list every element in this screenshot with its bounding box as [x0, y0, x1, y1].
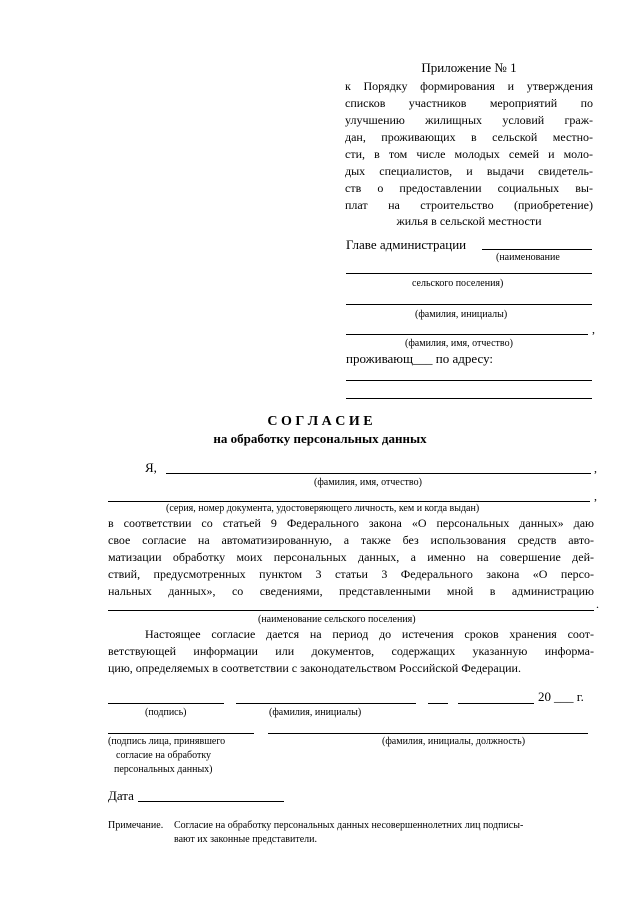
receiver-caption-line-1: (подпись лица, принявшего [108, 736, 226, 747]
administration-settlement-line[interactable] [108, 610, 594, 611]
address-line-1[interactable] [346, 380, 592, 381]
year-suffix[interactable]: ___ г. [554, 689, 584, 704]
appendix-line-1: к Порядку формирования и утверждения [345, 79, 593, 93]
identity-document-caption: (серия, номер документа, удостоверяющего личность, кем и когда выдан) [166, 503, 480, 514]
settlement-caption: сельского поселения) [412, 278, 504, 289]
subject-fio-caption: (фамилия, имя, отчество) [314, 477, 422, 488]
paragraph1-line-2: свое согласие на автоматизированную, а также без использования средств авто- [108, 533, 594, 547]
day-line[interactable] [428, 703, 448, 704]
receiver-caption-line-3: персональных данных) [114, 764, 213, 775]
note-line-2: вают их законные представители. [174, 834, 318, 845]
month-line[interactable] [458, 703, 534, 704]
residing-label: проживающ___ по адресу: [346, 351, 494, 366]
note-line-1: Согласие на обработку персональных данных несовершеннолетних лиц подписы- [174, 820, 524, 831]
receiver-caption-line-2: согласие на обработку [116, 750, 212, 761]
settlement-name-line[interactable] [346, 273, 592, 274]
applicant-fio-comma: , [592, 322, 595, 336]
paragraph2-line-1: Настоящее согласие дается на период до истечения сроков хранения соот- [145, 627, 594, 641]
paragraph2-line-2: ветствующей информации или документов, содержащих указанную информа- [108, 644, 594, 658]
paragraph1-line-3: матизации обработку моих персональных данных, а именно на совершение дей- [108, 550, 594, 564]
receiver-name-caption: (фамилия, инициалы, должность) [382, 736, 526, 747]
date-label: Дата [108, 788, 134, 803]
receiver-signature-line[interactable] [108, 733, 254, 734]
paragraph1-line-1: в соответствии со статьей 9 Федерального закона «О персональных данных» даю [108, 516, 594, 530]
appendix-line-5: сти, в том числе молодых семей и моло- [345, 147, 593, 161]
paragraph2-line-3: цию, определяемых в соответствии с законодательством Российской Федерации. [108, 661, 521, 675]
year-prefix: 20 [538, 689, 551, 704]
subject-fio-comma: , [594, 461, 597, 475]
naming-caption: (наименование [496, 252, 560, 263]
paragraph1-line-4: ствий, предусмотренных пунктом 3 статьи 3 Федерального закона «О персо- [108, 567, 594, 581]
appendix-last-line: жилья в сельской местности [396, 214, 542, 228]
administration-name-line[interactable] [482, 249, 592, 250]
applicant-fio-caption: (фамилия, имя, отчество) [405, 338, 513, 349]
address-line-2[interactable] [346, 398, 592, 399]
applicant-fio-line[interactable] [346, 334, 588, 335]
date-line[interactable] [138, 801, 284, 802]
subject-fio-line[interactable] [166, 473, 591, 474]
document-subtitle: на обработку персональных данных [213, 431, 427, 446]
appendix-title: Приложение № 1 [421, 60, 517, 75]
identity-document-comma: , [594, 489, 597, 503]
appendix-line-7: ств о предоставлении социальных вы- [345, 181, 593, 195]
appendix-line-2: списков участников мероприятий по [345, 96, 593, 110]
signer-initials-line[interactable] [236, 703, 416, 704]
signature-line[interactable] [108, 703, 224, 704]
document-title: С О Г Л А С И Е [267, 414, 373, 429]
initials-line[interactable] [346, 304, 592, 305]
initials-caption: (фамилия, инициалы) [415, 309, 508, 320]
signer-initials-caption: (фамилия, инициалы) [269, 707, 362, 718]
settlement-name-caption: (наименование сельского поселения) [258, 614, 416, 625]
settlement-period: . [596, 597, 599, 611]
signature-caption: (подпись) [145, 707, 187, 718]
appendix-line-3: улучшению жилищных условий граж- [345, 113, 593, 127]
identity-document-line[interactable] [108, 501, 590, 502]
i-label: Я, [145, 460, 157, 475]
receiver-name-line[interactable] [268, 733, 588, 734]
paragraph1-line-5: нальных данных», со сведениями, представленными мной в администрацию [108, 584, 594, 598]
appendix-line-8: плат на строительство (приобретение) [345, 198, 593, 212]
appendix-line-4: дан, проживающих в сельской местно- [345, 130, 593, 144]
note-label: Примечание. [108, 820, 164, 831]
appendix-line-6: дых специалистов, и выдачи свидетель- [345, 164, 593, 178]
head-of-administration-label: Главе администрации [346, 237, 467, 252]
